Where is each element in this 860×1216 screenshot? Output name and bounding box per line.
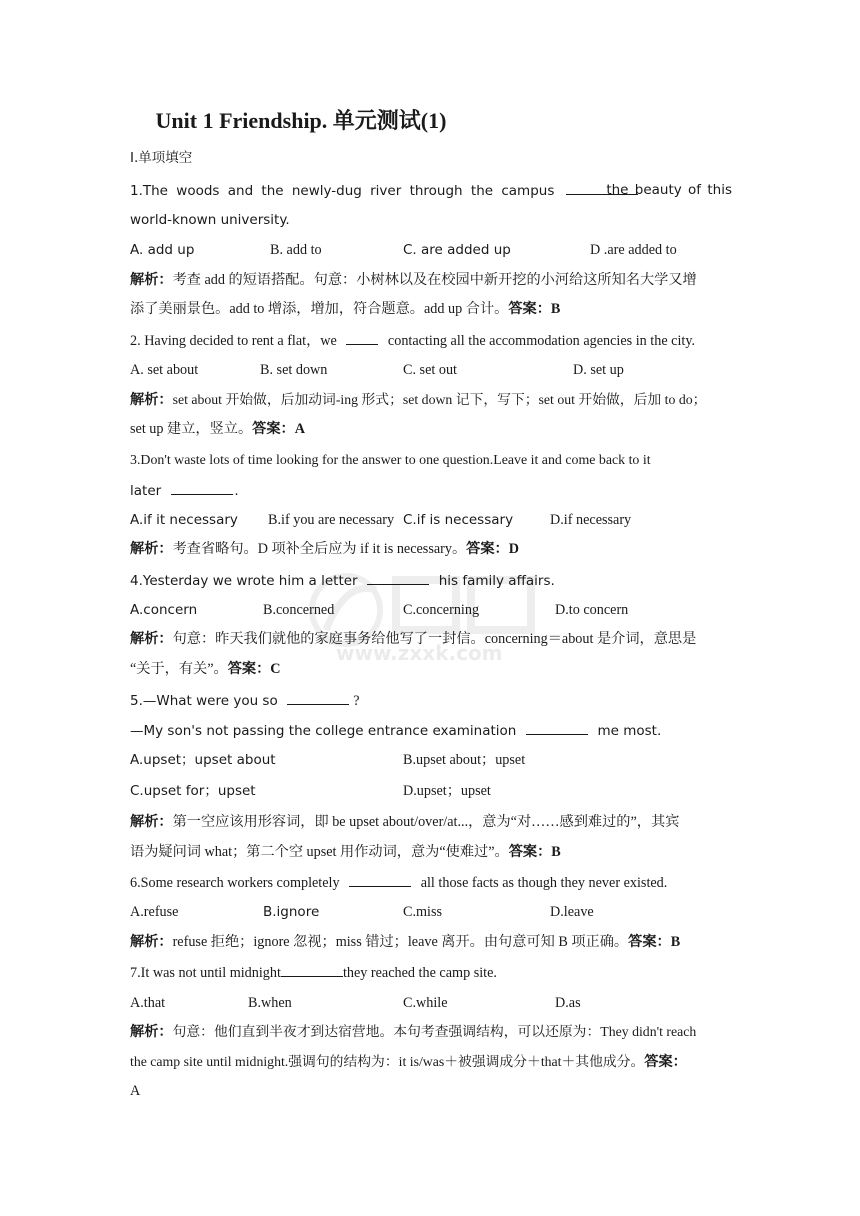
question-1-analysis-line2: 添了美丽景色。add to 增添，增加，符合题意。add up 合计。答案：B xyxy=(130,301,561,317)
option-b: B. add to xyxy=(270,242,322,258)
question-1-stem-line2: world-known university. xyxy=(130,212,290,228)
option-c: C. set out xyxy=(403,362,457,378)
question-5-analysis-line1: 解析：第一空应该用形容词，即 be upset about/over/at...，意为“对……感到难过的”，其宾 xyxy=(130,814,680,830)
question-1-analysis-line1: 解析：考查 add 的短语搭配。句意：小树林以及在校园中新开挖的小河给这所知名大学又增 xyxy=(130,272,697,288)
option-d: D.leave xyxy=(550,904,594,920)
option-a: A.upset；upset about xyxy=(130,752,276,768)
option-a: A.refuse xyxy=(130,904,179,920)
option-b: B.ignore xyxy=(263,904,320,920)
question-1-stem-line1: 1.The woods and the newly-dug river through the campus the beauty of this xyxy=(130,182,732,199)
option-d: D.upset；upset xyxy=(403,783,491,799)
question-5-stem-line2: —My son's not passing the college entrance examination me most. xyxy=(130,720,732,741)
question-4-analysis-line1: 解析：句意：昨天我们就他的家庭事务给他写了一封信。concerning＝about 是介词，意思是 xyxy=(130,631,697,647)
question-7-answer-line: A xyxy=(130,1083,141,1099)
option-c: C.if is necessary xyxy=(403,512,514,528)
option-a: A.concern xyxy=(130,602,198,618)
option-d: D.if necessary xyxy=(550,512,632,528)
option-a: A.that xyxy=(130,995,166,1011)
watermark-text: www.zxxk.com xyxy=(336,641,503,665)
option-a: A.if it necessary xyxy=(130,512,238,528)
option-a: A. add up xyxy=(130,242,195,258)
option-c: C.miss xyxy=(403,904,443,920)
question-2-analysis-line1: 解析：set about 开始做，后加动词-ing 形式；set down 记下，写下；set out 开始做，后加 to do； xyxy=(130,392,707,408)
question-6-stem: 6.Some research workers completely all those facts as though they never existed. xyxy=(130,872,732,893)
option-c: C.while xyxy=(403,995,448,1011)
option-b: B.upset about；upset xyxy=(403,752,526,768)
question-5-stem-line1: 5.—What were you so ? xyxy=(130,690,732,711)
page-title: Unit 1 Friendship. 单元测试(1) xyxy=(155,108,447,133)
question-7-analysis-line1: 解析：句意：他们直到半夜才到达宿营地。本句考查强调结构，可以还原为：They didn't reach xyxy=(130,1024,697,1040)
option-d: D. set up xyxy=(573,362,624,378)
option-c: C.concerning xyxy=(403,602,480,618)
question-5-analysis-line2: 语为疑问词 what；第二个空 upset 用作动词，意为“使难过”。答案：B xyxy=(130,844,561,860)
question-3-stem-line1: 3.Don't waste lots of time looking for the answer to one question.Leave it and come back to it xyxy=(130,453,651,468)
option-b: B.if you are necessary xyxy=(268,512,395,528)
question-7-stem: 7.It was not until midnight they reached the camp site. xyxy=(130,962,732,983)
question-3-stem-line2: later . xyxy=(130,480,732,501)
option-b: B. set down xyxy=(260,362,328,378)
question-4-analysis-line2: “关于，有关”。答案：C xyxy=(130,661,281,677)
question-2-analysis-line2: set up 建立，竖立。答案：A xyxy=(130,421,305,437)
option-c: C. are added up xyxy=(403,242,511,258)
question-2-stem: 2. Having decided to rent a flat，we contacting all the accommodation agencies in the city. xyxy=(130,330,732,351)
question-7-analysis-line2: the camp site until midnight.强调句的结构为：it is/was＋被强调成分＋that＋其他成分。答案： xyxy=(130,1054,687,1070)
question-6-analysis: 解析：refuse 拒绝；ignore 忽视；miss 错过；leave 离开。由句意可知 B 项正确。答案：B xyxy=(130,934,681,950)
option-b: B.when xyxy=(248,995,292,1011)
question-4-stem: 4.Yesterday we wrote him a letter his family affairs. xyxy=(130,570,732,591)
section-heading: Ⅰ.单项填空 xyxy=(130,150,193,166)
question-3-analysis: 解析：考查省略句。D 项补全后应为 if it is necessary。答案：D xyxy=(130,541,519,557)
option-d: D.as xyxy=(555,995,581,1011)
option-c: C.upset for；upset xyxy=(130,783,256,799)
option-a: A. set about xyxy=(130,362,199,378)
option-d: D .are added to xyxy=(590,242,677,258)
option-d: D.to concern xyxy=(555,602,629,618)
option-b: B.concerned xyxy=(263,602,335,618)
